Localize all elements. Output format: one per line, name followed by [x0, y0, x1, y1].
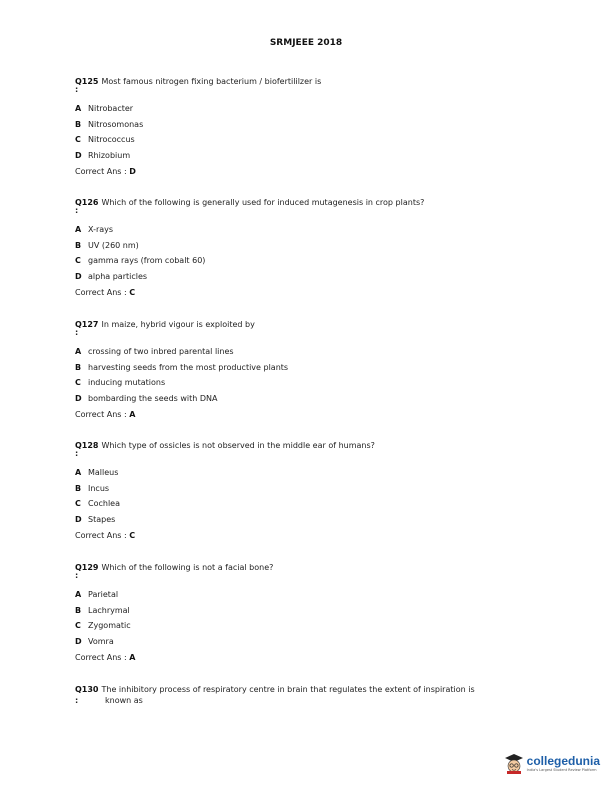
- answer-label: Correct Ans :: [75, 652, 127, 662]
- option-letter: D: [75, 151, 82, 161]
- question-colon: :: [75, 328, 79, 337]
- option-text: harvesting seeds from the most productive plants: [88, 362, 289, 372]
- question-text: Most famous nitrogen fixing bacterium / biofertililzer is: [101, 77, 322, 86]
- answer-value: D: [129, 166, 136, 176]
- option-a: [75, 103, 545, 119]
- option-text: Parietal: [88, 590, 119, 599]
- option-text: Nitrobacter: [88, 104, 134, 113]
- question-number: Q126: [75, 198, 99, 207]
- correct-answer: [75, 652, 545, 664]
- option-text: Stapes: [88, 515, 116, 525]
- question-colon: :: [75, 85, 79, 94]
- option-letter: C: [75, 256, 81, 266]
- correct-answer: [75, 530, 545, 542]
- option-a: [75, 346, 545, 362]
- logo-name: collegedunia: [526, 753, 600, 768]
- correct-answer: [75, 287, 545, 299]
- question-number: Q129: [75, 563, 99, 572]
- question-block: [75, 319, 545, 421]
- question-text: The inhibitory process of respiratory centre in brain that regulates the extent of inspiration is: [101, 685, 475, 694]
- option-letter: A: [75, 468, 82, 477]
- question-colon: :: [75, 696, 79, 705]
- answer-value: A: [129, 652, 136, 662]
- option-b: [75, 240, 545, 256]
- question-number: Q127: [75, 320, 99, 329]
- option-text: crossing of two inbred parental lines: [88, 347, 234, 356]
- answer-label: Correct Ans :: [75, 287, 127, 297]
- correct-answer: [75, 166, 545, 178]
- option-text: Cochlea: [88, 499, 120, 509]
- option-letter: D: [75, 394, 82, 404]
- option-text: Nitrosomonas: [88, 119, 144, 129]
- question-block: [75, 440, 545, 542]
- option-d: [75, 150, 545, 166]
- question-block: [75, 684, 545, 706]
- correct-answer: [75, 409, 545, 421]
- option-letter: B: [75, 362, 82, 372]
- option-letter: B: [75, 605, 82, 615]
- option-text: Malleus: [88, 468, 119, 477]
- collegedunia-logo[interactable]: [503, 752, 600, 774]
- question-block: [75, 197, 545, 299]
- option-letter: A: [75, 347, 82, 356]
- option-text: UV (260 nm): [88, 240, 139, 250]
- option-b: [75, 119, 545, 135]
- option-d: [75, 636, 545, 652]
- answer-value: A: [129, 409, 136, 419]
- option-letter: A: [75, 104, 82, 113]
- option-letter: C: [75, 135, 81, 145]
- option-letter: B: [75, 119, 82, 129]
- option-d: [75, 271, 545, 287]
- option-text: Incus: [88, 483, 110, 493]
- option-text: Rhizobium: [88, 151, 131, 161]
- option-b: [75, 605, 545, 621]
- option-letter: C: [75, 499, 81, 509]
- option-a: [75, 224, 545, 240]
- option-letter: A: [75, 590, 82, 599]
- question-colon: :: [75, 206, 79, 215]
- option-d: [75, 393, 545, 409]
- question-number: Q130: [75, 685, 99, 694]
- option-a: [75, 467, 545, 483]
- question-number: Q128: [75, 441, 99, 450]
- option-c: [75, 620, 545, 636]
- option-text: alpha particles: [88, 272, 148, 282]
- page-title: SRMJEEE 2018: [269, 38, 343, 48]
- option-c: [75, 498, 545, 514]
- question-colon: :: [75, 571, 79, 580]
- option-text: inducing mutations: [88, 378, 166, 388]
- option-a: [75, 589, 545, 605]
- question-block: [75, 76, 545, 178]
- option-c: [75, 255, 545, 271]
- answer-value: C: [129, 530, 136, 540]
- option-letter: C: [75, 378, 81, 388]
- option-d: [75, 514, 545, 530]
- graduate-mascot-icon: [503, 752, 525, 774]
- option-letter: B: [75, 240, 82, 250]
- question-block: [75, 562, 545, 664]
- question-text: Which type of ossicles is not observed in the middle ear of humans?: [101, 441, 375, 450]
- question-text: Which of the following is generally used for induced mutagenesis in crop plants?: [101, 198, 425, 207]
- option-letter: D: [75, 515, 82, 525]
- option-letter: D: [75, 637, 82, 647]
- option-letter: B: [75, 483, 82, 493]
- question-text-continuation: known as: [105, 696, 143, 705]
- option-text: Vomra: [88, 637, 114, 647]
- option-b: [75, 362, 545, 378]
- answer-label: Correct Ans :: [75, 530, 127, 540]
- option-text: X-rays: [88, 225, 114, 234]
- question-text: Which of the following is not a facial bone?: [101, 563, 274, 572]
- answer-value: C: [129, 287, 136, 297]
- option-text: bombarding the seeds with DNA: [88, 394, 218, 404]
- option-text: gamma rays (from cobalt 60): [88, 256, 206, 266]
- option-c: [75, 377, 545, 393]
- option-b: [75, 483, 545, 499]
- option-text: Lachrymal: [88, 605, 130, 615]
- question-text: In maize, hybrid vigour is exploited by: [101, 320, 255, 329]
- option-letter: A: [75, 225, 82, 234]
- answer-label: Correct Ans :: [75, 409, 127, 419]
- question-number: Q125: [75, 77, 99, 86]
- question-colon: :: [75, 449, 79, 458]
- option-text: Nitrococcus: [88, 135, 135, 145]
- logo-tagline: India's Largest Student Review Platform: [526, 767, 597, 772]
- option-letter: D: [75, 272, 82, 282]
- option-text: Zygomatic: [88, 621, 131, 631]
- option-c: [75, 134, 545, 150]
- option-letter: C: [75, 621, 81, 631]
- answer-label: Correct Ans :: [75, 166, 127, 176]
